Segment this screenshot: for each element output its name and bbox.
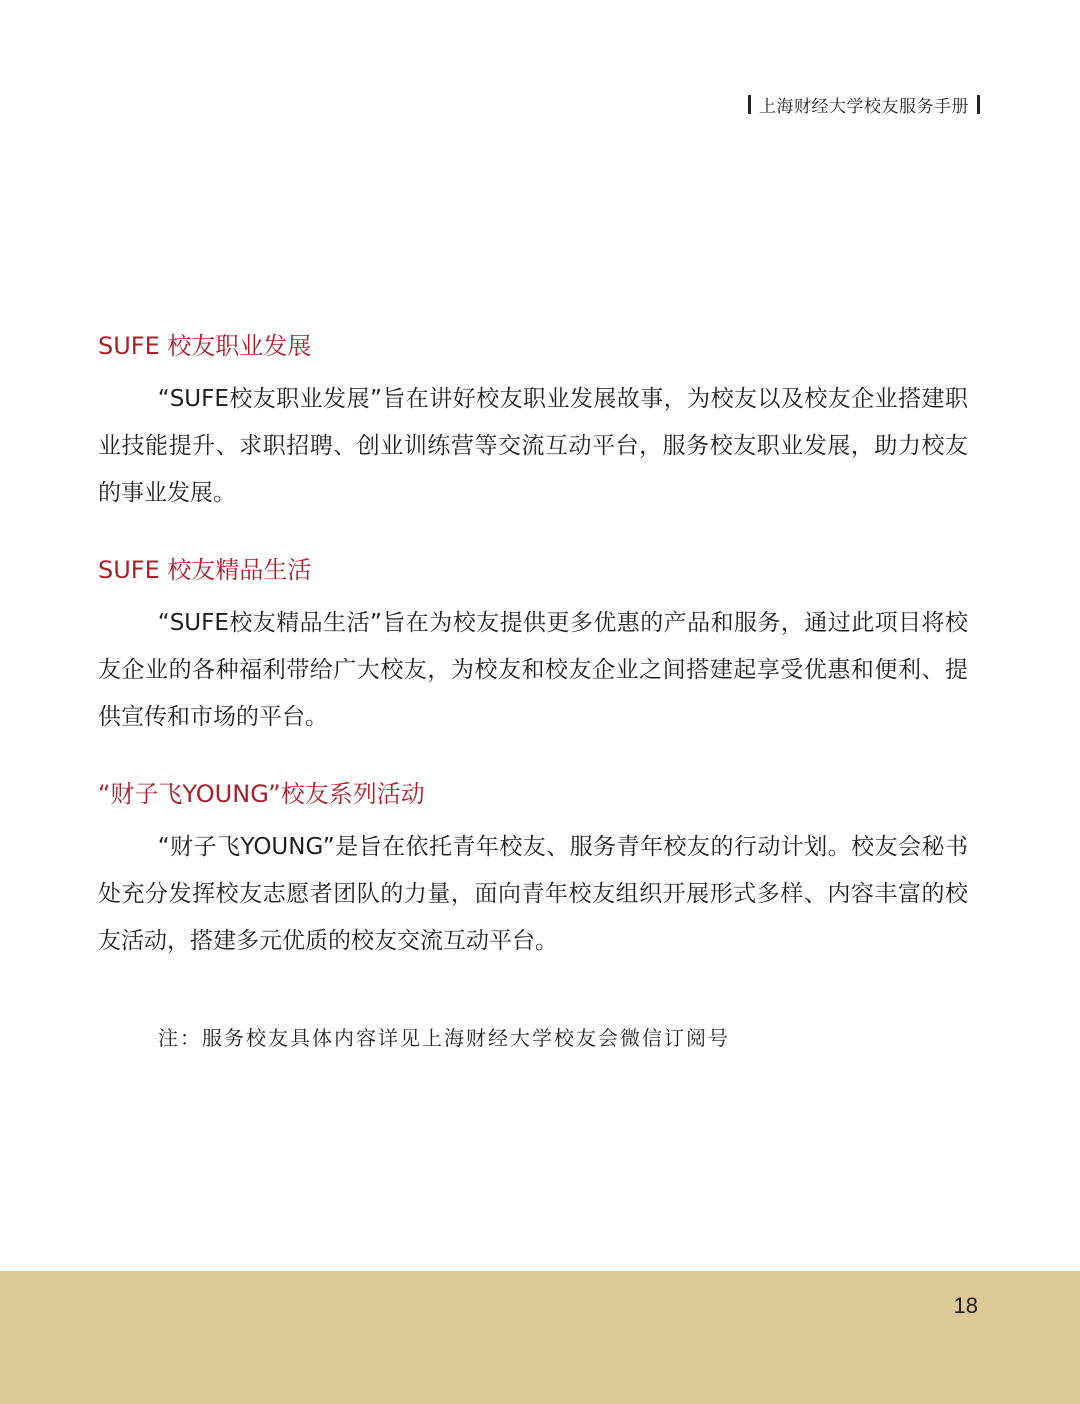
section-career-development — [98, 326, 968, 517]
header-left-bar — [748, 95, 751, 114]
running-header — [748, 92, 980, 117]
section-paragraph: “SUFE校友精品生活”旨在为校友提供更多优惠的产品和服务，通过此项目将校友企业的各种福利带给广大校友，为校友和校友企业之间搭建起享受优惠和便利、提供宣传和市场的平台。 — [98, 610, 968, 730]
section-paragraph: “财子飞YOUNG”是旨在依托青年校友、服务青年校友的行动计划。校友会秘书处充分发挥校友志愿者团队的力量，面向青年校友组织开展形式多样、内容丰富的校友活动，搭建多元优质的校友交流互动平台。 — [98, 834, 968, 954]
main-content — [98, 326, 968, 998]
section-paragraph: “SUFE校友职业发展”旨在讲好校友职业发展故事，为校友以及校友企业搭建职业技能提升、求职招聘、创业训练营等交流互动平台，服务校友职业发展，助力校友的事业发展。 — [98, 386, 968, 506]
section-quality-life — [98, 550, 968, 741]
footnote: 注：服务校友具体内容详见上海财经大学校友会微信订阅号 — [158, 1026, 730, 1050]
handbook-title: 上海财经大学校友服务手册 — [759, 97, 969, 117]
footer-band — [0, 1271, 1080, 1404]
section-young-activities — [98, 774, 968, 965]
section-title: “财子飞YOUNG”校友系列活动 — [98, 780, 425, 808]
section-title: SUFE 校友职业发展 — [98, 332, 312, 360]
page-number: 18 — [953, 1293, 978, 1318]
section-title: SUFE 校友精品生活 — [98, 556, 312, 584]
header-right-bar — [977, 95, 980, 114]
